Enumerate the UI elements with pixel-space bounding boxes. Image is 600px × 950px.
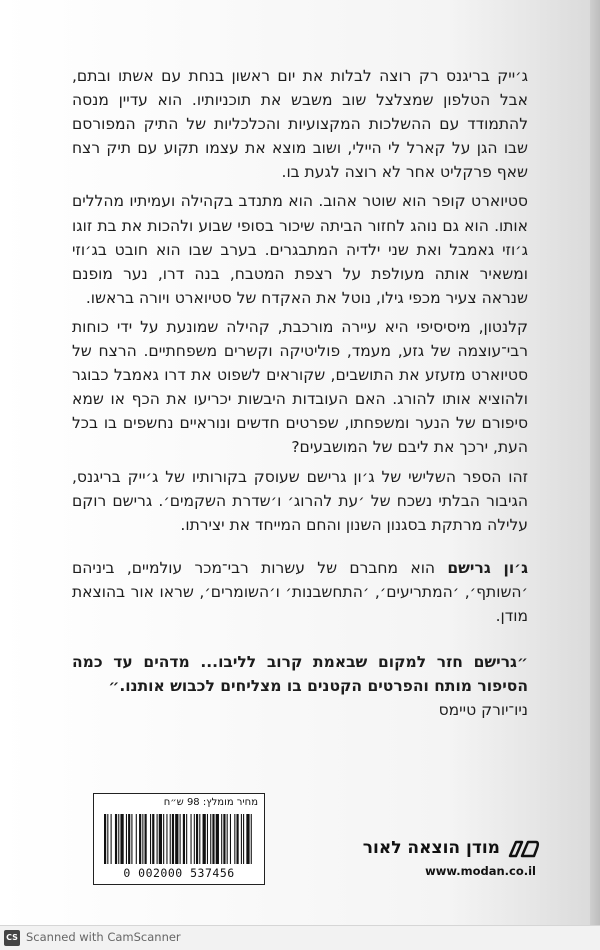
review-source: ניו־יורק טיימס: [438, 701, 528, 719]
barcode-sticker: [93, 793, 265, 885]
barcode-bar: [236, 814, 238, 864]
publisher-block: [350, 836, 540, 886]
barcode-bar: [210, 814, 211, 864]
barcode-bar: [111, 814, 112, 864]
barcode-bar: [131, 814, 132, 864]
barcode-bar: [159, 814, 162, 864]
blurb-paragraph: סטיוארט קופר הוא שוטר אהוב. הוא מתנדב בקהילה ועמיתיו מהללים אותו. הוא גם נוהג לחזור הביתה שיכור בסופי שבוע ולהכות את בת זוגו ג׳וזי גאמבל ואת שני ילדיה המתבגרים. בערב שבו הוא חובט בג׳וזי ומשאיר אותה מעולפת על רצפת המטבח, בנה דרו, נער מופנם שנראה צעיר מכפי גילו, נוטל את האקדח של סטיוארט ויורה בראשו.: [72, 192, 528, 307]
barcode-bar: [199, 814, 200, 864]
barcode-bar: [128, 814, 130, 864]
blurb-paragraph: זהו הספר השלישי של ג׳ון גרישם שעוסק בקורותיו של ג׳ייק בריגנס, הגיבור הבלתי נשכח של ׳עת להרוג׳ ו׳שדרת השקמים׳. גרישם רוקם עלילה מרתקת בסגנון השנון והחם המייחד את יצירתו.: [72, 467, 528, 534]
barcode-bar: [216, 814, 219, 864]
barcode-bar: [172, 814, 174, 864]
publisher-url: www.modan.co.il: [425, 864, 536, 878]
barcode-bar: [175, 814, 178, 864]
camscanner-logo-icon: CS: [4, 930, 20, 946]
barcode-bar: [227, 814, 228, 864]
barcode-bar: [243, 814, 244, 864]
barcode-bar: [194, 814, 195, 864]
price-label: מחיר מומלץ: 98 ש״ח: [163, 797, 258, 808]
blurb-paragraph: קלנטון, מיסיסיפי היא עיירה מורכבת, קהילה שמונעת על ידי כוחות רבי־עוצמה של גזע, מעמד, פוליטיקה וקשרים משפחתיים. הרצח של סטיוארט מזעזע את התושבים, שקוראים לשפוט את דרו גאמבל כבוגר ולהוציא אותו להורג. האם העובדות היבשות יכריעו את הכף או שמא סיפורם של הנער ומשפחתו, שפרטים חדשים ונוראיים נחשפים בו בכל העת, ירכך את ליבם של המושבעים?: [72, 317, 528, 457]
barcode-bar: [163, 814, 164, 864]
barcode-bar: [212, 814, 214, 864]
barcode-bar: [234, 814, 235, 864]
barcode-bar: [136, 814, 137, 864]
publisher-name: מודן הוצאה לאור: [362, 838, 500, 858]
review-quote: [72, 650, 528, 722]
barcode-bar: [145, 814, 147, 864]
barcode-bar: [207, 814, 208, 864]
barcode-bar: [251, 814, 252, 864]
barcode-bar: [186, 814, 187, 864]
barcode-bar: [104, 814, 106, 864]
review-quote-text: ״גרישם חזר למקום שבאמת קרוב לליבו... מדהים עד כמה הסיפור מותח והפרטים הקטנים בו מצליחים לכבוש אותנו.״: [72, 653, 528, 695]
scanner-watermark: [0, 925, 600, 950]
barcode-bar: [246, 814, 249, 864]
cover-edge: [590, 0, 600, 925]
barcode-bar: [180, 814, 181, 864]
barcode-bar: [183, 814, 185, 864]
barcode-bar: [118, 814, 119, 864]
barcode-bar: [126, 814, 127, 864]
barcode-bar: [230, 814, 231, 864]
barcode-bar: [223, 814, 225, 864]
barcode-bar: [191, 814, 192, 864]
barcode-bar: [170, 814, 171, 864]
author-bio-paragraph: [72, 556, 528, 628]
author-bio: [72, 556, 528, 628]
modan-logo-icon: [506, 836, 540, 862]
barcode-bar: [196, 814, 198, 864]
author-bio-text: הוא מחברם של עשרות רבי־מכר עולמיים, ביניהם ׳השותף׳, ׳המתריעים׳, ׳התחשבנות׳ ו׳השומרים׳, שראו אור בהוצאת מודן.: [72, 559, 528, 626]
barcode-bar: [142, 814, 143, 864]
barcode-bar: [157, 814, 158, 864]
barcode-bar: [139, 814, 141, 864]
barcode-bar: [203, 814, 206, 864]
barcode-number: 0 002000 537456: [123, 866, 235, 880]
barcode-bar: [221, 814, 222, 864]
barcode-bar: [241, 814, 242, 864]
blurb: [72, 64, 528, 537]
barcode-bar: [152, 814, 154, 864]
blurb-paragraph: ג׳ייק בריגנס רק רוצה לבלות את יום ראשון בנחת עם אשתו ובתם, אבל הטלפון שמצלצל שוב משבש את תוכניותיו. הוא עדיין מנסה להתמודד עם ההשלכות המקצועיות והכלכליות של התיק המפורסם שבו הגן על קארל לי היילי, ושוב מוצא את עצמו תקוע עם תיק רצח שאף פרקליט אחר לא רוצה לגעת בו.: [72, 67, 528, 182]
scanner-text: Scanned with CamScanner: [26, 930, 181, 944]
barcode-bar: [150, 814, 151, 864]
barcode: [104, 814, 254, 864]
barcode-bar: [107, 814, 108, 864]
barcode-bar: [115, 814, 117, 864]
barcode-bar: [120, 814, 123, 864]
author-name: ג׳ון גרישם: [447, 559, 528, 577]
barcode-bar: [166, 814, 167, 864]
